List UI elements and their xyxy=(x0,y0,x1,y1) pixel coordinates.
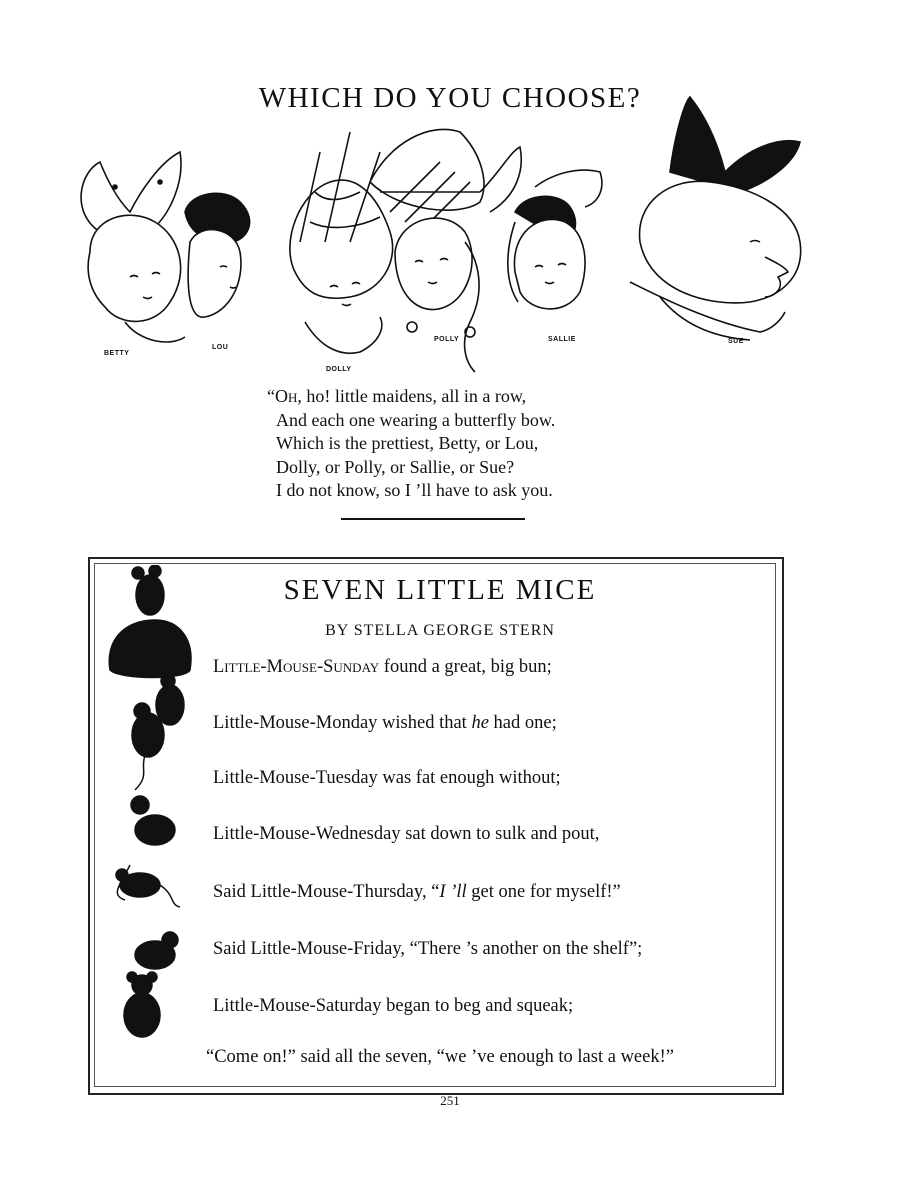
poem-line: And each one wearing a butterfly bow. xyxy=(276,409,556,430)
poem-line-lead: “O xyxy=(267,386,288,406)
verse-wednesday: Little-Mouse-Wednesday sat down to sulk and pout, xyxy=(213,824,600,844)
poem-title: SEVEN LITTLE MICE xyxy=(283,574,597,606)
page-number: 251 xyxy=(440,1093,460,1108)
page-title: WHICH DO YOU CHOOSE? xyxy=(258,82,642,114)
verse-monday-a: Little-Mouse-Monday wished that xyxy=(213,713,472,733)
verse-thursday xyxy=(213,882,621,903)
name-label-polly: POLLY xyxy=(434,336,460,343)
mouse-thursday xyxy=(116,869,180,907)
verse-tuesday: Little-Mouse-Tuesday was fat enough without; xyxy=(213,768,561,788)
name-label-sue: SUE xyxy=(728,338,744,345)
mouse-saturday xyxy=(124,972,160,1037)
dolly-figure xyxy=(290,132,393,353)
mice-pair xyxy=(132,674,184,790)
mouse-friday xyxy=(135,932,178,969)
betty-figure xyxy=(81,152,185,342)
verse-thursday-b: get one for myself!” xyxy=(466,882,621,902)
poem-line: I do not know, so I ’ll have to ask you. xyxy=(276,480,553,500)
verse-thursday-italic: I ’ll xyxy=(439,882,467,902)
verse-thursday-a: Said Little-Mouse-Thursday, “ xyxy=(213,882,440,902)
verse-monday-italic: he xyxy=(471,713,489,733)
poem-line: Which is the prettiest, Betty, or Lou, xyxy=(276,433,539,453)
verse-final: “Come on!” said all the seven, “we ’ve enough to last a week!” xyxy=(206,1047,674,1067)
poem-line-smallcaps: h xyxy=(288,386,298,406)
name-label-betty: BETTY xyxy=(104,350,130,357)
verse-friday: Said Little-Mouse-Friday, “There ’s another on the shelf”; xyxy=(213,939,643,959)
name-label-dolly: DOLLY xyxy=(326,366,352,373)
verse-saturday: Little-Mouse-Saturday began to beg and squeak; xyxy=(213,996,574,1016)
poem-line-rest: , ho! little maidens, all in a row, xyxy=(297,386,527,406)
name-label-lou: LOU xyxy=(212,344,229,351)
verse-sunday-rest: found a great, big bun; xyxy=(379,657,552,677)
sue-figure xyxy=(630,97,801,340)
name-label-sallie: SALLIE xyxy=(548,336,576,343)
girls-illustration xyxy=(60,92,820,382)
poem-byline: BY STELLA GEORGE STERN xyxy=(325,622,555,639)
section-divider xyxy=(341,518,525,520)
verse-sunday xyxy=(213,657,552,678)
verse-sunday-name: Little-Mouse-Sunday xyxy=(213,657,380,677)
verse-monday xyxy=(213,713,557,734)
lou-figure xyxy=(185,193,250,317)
verse-monday-b: had one; xyxy=(488,713,557,733)
sallie-figure xyxy=(508,170,602,309)
poem-line xyxy=(267,385,555,409)
poem-line: Dolly, or Polly, or Sallie, or Sue? xyxy=(276,456,515,477)
maidens-poem xyxy=(267,385,556,503)
